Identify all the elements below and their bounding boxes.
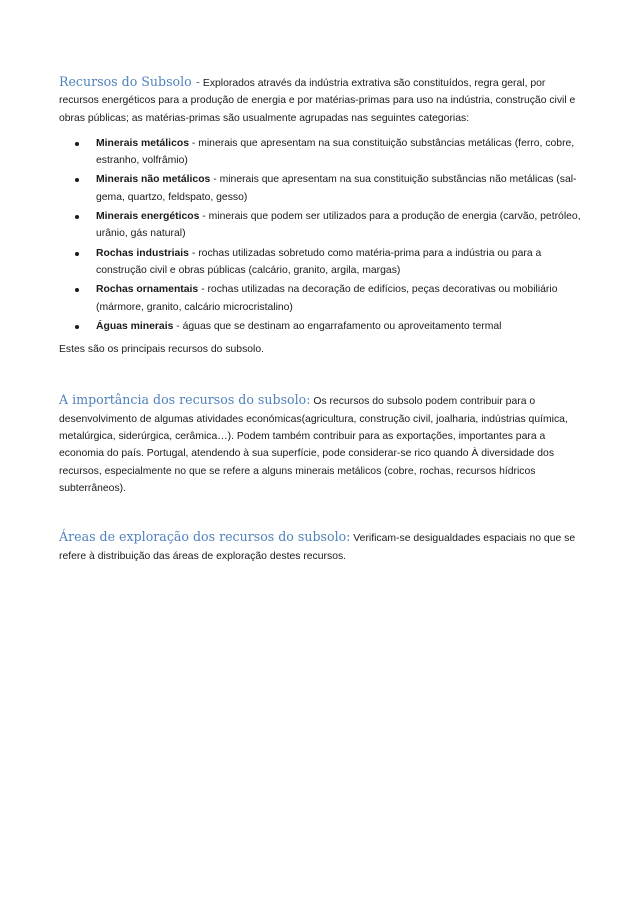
list-item-desc: - rochas utilizadas na decoração de edifícios, peças decorativas ou mobiliário (mármore, granito, calcário microcristalino) — [96, 284, 558, 313]
closing-paragraph: Estes são os principais recursos do subsolo. — [59, 344, 265, 356]
list-item-term: Minerais metálicos — [96, 137, 189, 149]
list-item — [59, 208, 581, 243]
list-item-term: Águas minerais — [96, 320, 174, 332]
bullet-icon — [75, 178, 79, 182]
list-item-desc: - minerais que apresentam na sua constituição substâncias não metálicas (sal-gema, quartzo, feldspato, gesso) — [96, 174, 577, 203]
list-item-desc: - rochas utilizadas sobretudo como matéria-prima para a indústria ou para a construção civil e obras públicas (calcário, granito, argila, margas) — [96, 247, 542, 276]
section-body-areas-exploracao: Verificam-se desigualdades espaciais no que se refere à distribuição das áreas de exploração destes recursos. — [59, 533, 576, 562]
section-importancia — [59, 391, 581, 497]
section-recursos-subsolo-intro — [59, 73, 581, 127]
list-item — [59, 245, 581, 280]
intro-text: Explorados através da indústria extrativa são constituídos, regra geral, por recursos energéticos para a produção de energia e por matérias-primas para uso na indústria, construção civil e obras públicas; as matérias-primas são usualmente agrupadas nas seguintes categorias: — [59, 78, 576, 124]
list-item-term: Minerais energéticos — [96, 211, 200, 223]
document-content — [59, 73, 581, 575]
section-body-importancia: Os recursos do subsolo podem contribuir para o desenvolvimento de algumas atividades económicas(agricultura, construção civil, joalharia, indústrias química, metalúrgica, siderúrgica, cerâmica…). Podem também contribuir para as exportações, importantes para a economia do país. Portugal, atendendo à sua superfície, pode considerar-se rico quando À diversidade dos recursos, especialmente no que se refere a alguns minerais metálicos (cobre, rochas, recursos hídricos subterrâneos). — [59, 396, 568, 494]
list-item-desc: - minerais que podem ser utilizados para a produção de energia (carvão, petróleo, urânio, gás natural) — [96, 211, 581, 240]
bullet-icon — [75, 252, 79, 256]
list-item-term: Rochas ornamentais — [96, 284, 199, 296]
list-item — [59, 135, 581, 170]
categories-list — [59, 135, 581, 335]
section-areas-exploracao — [59, 528, 581, 565]
bullet-icon — [75, 325, 79, 329]
list-item-term: Rochas industriais — [96, 247, 189, 259]
list-item — [59, 171, 581, 206]
bullet-icon — [75, 215, 79, 219]
list-item-desc: - águas que se destinam ao engarrafamento ou aproveitamento termal — [173, 320, 502, 332]
list-item — [59, 318, 581, 335]
list-item — [59, 281, 581, 316]
list-item-desc: - minerais que apresentam na sua constituição substâncias metálicas (ferro, cobre, estranho, volfrâmio) — [96, 137, 575, 167]
bullet-icon — [75, 142, 79, 146]
list-item-term: Minerais não metálicos — [96, 174, 211, 186]
section-heading-areas-exploracao: Áreas de exploração dos recursos do subsolo: — [59, 529, 351, 545]
section-heading-importancia: A importância dos recursos do subsolo: — [59, 392, 311, 408]
section-heading-recursos-subsolo: Recursos do Subsolo - — [59, 74, 200, 89]
bullet-icon — [75, 288, 79, 292]
